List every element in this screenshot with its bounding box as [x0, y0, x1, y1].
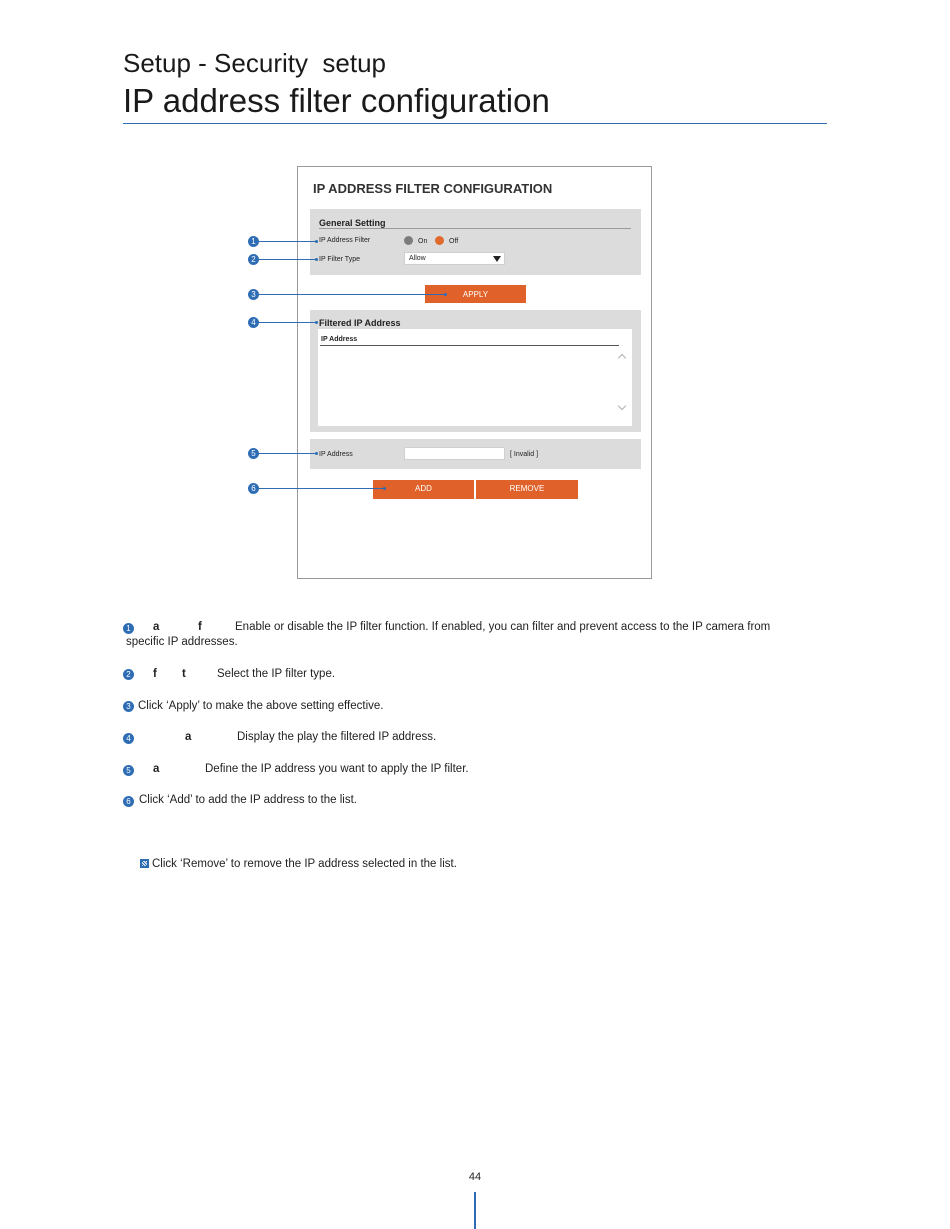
ip-address-input[interactable] [404, 447, 505, 460]
desc-number-1: 1 [123, 623, 134, 634]
leader-line-6 [259, 488, 384, 489]
leader-line-4 [259, 322, 316, 323]
list-column-header: IP Address [321, 336, 358, 343]
invalid-label: [ Invalid ] [510, 451, 539, 458]
apply-button[interactable]: APPLY [425, 285, 526, 303]
desc-1-text: Enable or disable the IP filter function. If enabled, you can filter and prevent access to the IP camera from [235, 621, 771, 633]
desc-4-term-a: a [185, 731, 192, 743]
radio-on-label: On [418, 238, 428, 245]
desc-1-text-cont: specific IP addresses. [126, 636, 238, 648]
callout-4: 4 [248, 317, 259, 328]
leader-line-5 [259, 453, 316, 454]
callout-2: 2 [248, 254, 259, 265]
filtered-ip-list[interactable] [318, 329, 632, 426]
leader-line-1 [259, 241, 316, 242]
desc-2-term-a: f [153, 668, 157, 680]
remove-button[interactable]: REMOVE [476, 480, 578, 499]
radio-off-label: Off [449, 238, 459, 245]
radio-on[interactable] [404, 236, 413, 245]
title-divider [123, 123, 827, 124]
desc-3-text: Click ‘Apply’ to make the above setting effective. [138, 700, 384, 712]
general-setting-heading: General Setting [319, 218, 386, 228]
desc-5-text: Define the IP address you want to apply the IP filter. [205, 763, 469, 775]
desc-number-3: 3 [123, 701, 134, 712]
filtered-ip-heading: Filtered IP Address [319, 318, 401, 328]
ip-filter-type-select[interactable] [404, 252, 505, 265]
radio-off[interactable] [435, 236, 444, 245]
list-header-divider [320, 345, 619, 346]
desc-2-text: Select the IP filter type. [217, 668, 336, 680]
desc-1-term-a: a [153, 621, 160, 633]
desc-number-2: 2 [123, 669, 134, 680]
ip-filter-type-label: IP Filter Type [319, 256, 360, 263]
add-button[interactable]: ADD [373, 480, 474, 499]
general-setting-divider [319, 228, 631, 229]
callout-5: 5 [248, 448, 259, 459]
footer-bar [474, 1192, 476, 1229]
desc-1-term-b: f [198, 621, 202, 633]
desc-number-6: 6 [123, 796, 134, 807]
ip-address-label: IP Address [319, 451, 353, 458]
leader-line-3 [259, 294, 445, 295]
ip-filter-type-value: Allow [409, 255, 426, 262]
desc-5-term-a: a [153, 763, 160, 775]
ip-address-filter-label: IP Address Filter [319, 237, 371, 244]
desc-6-text: Click ‘Add’ to add the IP address to the list. [139, 794, 357, 806]
callout-3: 3 [248, 289, 259, 300]
page-subtitle: Setup - Security setup [123, 48, 387, 78]
ui-title: IP ADDRESS FILTER CONFIGURATION [313, 181, 553, 196]
desc-2-term-b: t [182, 668, 186, 680]
desc-number-5: 5 [123, 765, 134, 776]
dropdown-arrow-icon [493, 256, 501, 262]
leader-line-2 [259, 259, 316, 260]
square-bullet-icon [140, 859, 149, 868]
desc-4-text: Display the play the filtered IP address. [237, 731, 437, 743]
desc-7-text: Click ‘Remove’ to remove the IP address selected in the list. [152, 858, 457, 870]
callout-1: 1 [248, 236, 259, 247]
page-number: 44 [468, 1171, 482, 1183]
callout-6: 6 [248, 483, 259, 494]
page-title: IP address filter configuration [123, 82, 550, 119]
desc-number-4: 4 [123, 733, 134, 744]
